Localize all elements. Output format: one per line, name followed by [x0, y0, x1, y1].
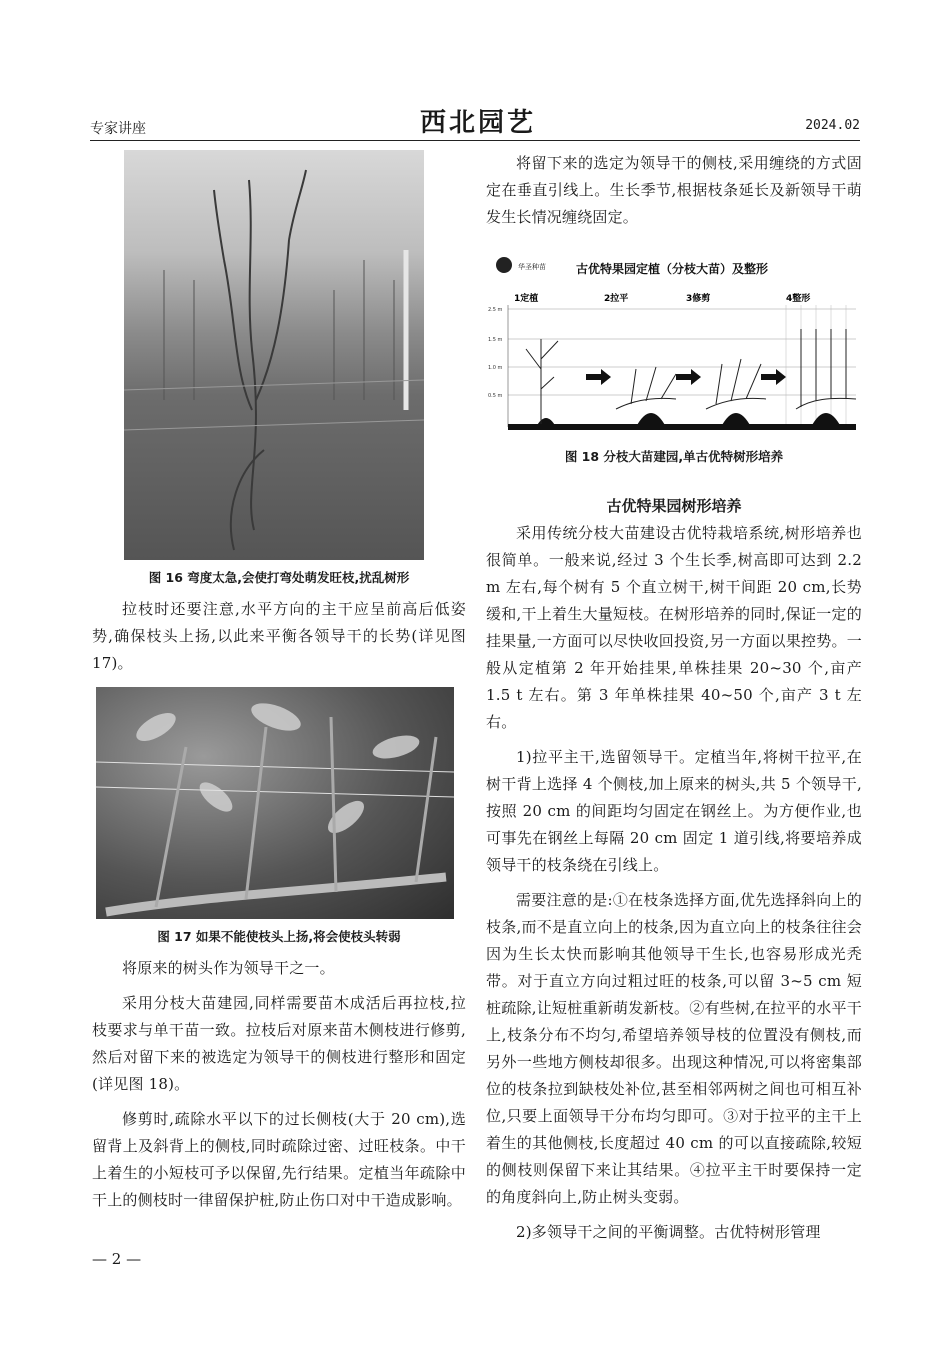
- figure-16-caption: 图 16 弯度太急,会使打弯处萌发旺枝,扰乱树形: [148, 570, 410, 585]
- section-label: 专家讲座: [90, 121, 146, 137]
- right-paragraph-4: 需要注意的是:①在枝条选择方面,优先选择斜向上的枝条,而不是直立向上的枝条,因为直立向上的枝条往往会因为生长太快而影响其他领导干生长,也容易形成光秃带。对于直立方向过粗过旺的枝条,可以留 3~5 cm 短桩疏除,让短桩重新萌发新枝。②有些树,在拉平的水平干上,枝条分布不均匀,希望培养领导枝的位置没有侧枝,而另外一些地方侧枝却很多。出现这种情况,可以将密集部位的枝条拉到缺枝处补位,甚至相邻两树之间也可相互补位,只要上面领导干分布均匀即可。③对于拉平的主干上着生的其他侧枝,长度超过 40 cm 的可以直接疏除,较短的侧枝则保留下来让其结果。④拉平主干时要保持一定的角度斜向上,防止树头变弱。: [486, 891, 862, 1206]
- issue-label: 2024.02: [805, 118, 860, 133]
- fig18-svg: [486, 249, 862, 439]
- right-paragraph-1: 将留下来的选定为领导干的侧枝,采用缠绕的方式固定在垂直引线上。生长季节,根据枝条延长及新领导干萌发生长情况缠绕固定。: [486, 154, 862, 226]
- fig18-y-tick: 1.0 m: [488, 365, 503, 371]
- page-header: [90, 100, 860, 141]
- fig18-y-tick: 0.5 m: [488, 393, 503, 399]
- brand-logo-icon: [496, 257, 512, 273]
- figure-16-photo: [124, 150, 424, 560]
- fig18-step-4: 4整形: [786, 294, 811, 304]
- figure-17-photo: [96, 687, 454, 919]
- left-paragraph-4: 修剪时,疏除水平以下的过长侧枝(大于 20 cm),选留背上及斜背上的侧枝,同时疏除过密、过旺枝条。中干上着生的小短枝可予以保留,先行结果。定植当年疏除中干上的侧枝时一律留保护桩,防止伤口对中干造成影响。: [92, 1110, 466, 1209]
- left-paragraph-1: 拉枝时还要注意,水平方向的主干应呈前高后低姿势,确保枝头上扬,以此来平衡各领导干的长势(详见图 17)。: [92, 600, 466, 672]
- right-column: [486, 150, 862, 1254]
- fig18-title: 古优特果园定植（分枝大苗）及整形: [576, 262, 769, 276]
- fig18-step-2: 2拉平: [604, 294, 629, 304]
- figure-18-caption: 图 18 分枝大苗建园,单古优特树形培养: [564, 449, 784, 464]
- left-paragraph-3: 采用分枝大苗建园,同样需要苗木成活后再拉枝,拉枝要求与单干苗一致。拉枝后对原来苗木侧枝进行修剪,然后对留下来的被选定为领导干的侧枝进行整形和固定(详见图 18)。: [92, 994, 466, 1093]
- fig18-step-1: 1定植: [514, 294, 539, 304]
- fig18-brand: 华圣种苗: [518, 263, 546, 271]
- fig18-y-tick: 2.5 m: [488, 307, 503, 313]
- left-column: [92, 150, 466, 1222]
- orchard-trees-illustration: [124, 150, 424, 560]
- figure-17-caption: 图 17 如果不能使枝头上扬,将会使枝头转弱: [157, 929, 401, 944]
- right-paragraph-2: 采用传统分枝大苗建设古优特栽培系统,树形培养也很简单。一般来说,经过 3 个生长季,树高即可达到 2.2 m 左右,每个树有 5 个直立树干,树干间距 20 cm,长势缓和,干上着生大量短枝。在树形培养的同时,保证一定的挂果量,一方面可以尽快收回投资,另一方面以果控势。一般从定植第 2 年开始挂果,单株挂果 20~30 个,亩产 1.5 t 左右。第 3 年单株挂果 40~50 个,亩产 3 t 左右。: [486, 524, 862, 731]
- page-number: — 2 —: [92, 1250, 142, 1268]
- journal-title: 西北园艺: [420, 108, 537, 138]
- right-paragraph-5: 2)多领导干之间的平衡调整。古优特树形管理: [516, 1223, 821, 1241]
- figure-18-diagram: [486, 249, 862, 439]
- right-paragraph-3: 1)拉平主干,选留领导干。定植当年,将树干拉平,在树干背上选择 4 个侧枝,加上原来的树头,共 5 个领导干,按照 20 cm 的间距均匀固定在钢丝上。为方便作业,也可事先在钢丝上每隔 20 cm 固定 1 道引线,将要培养成领导干的枝条绕在引线上。: [486, 748, 862, 874]
- fig18-y-tick: 1.5 m: [488, 337, 503, 343]
- section-title: 古优特果园树形培养: [606, 497, 742, 515]
- fig18-step-3: 3修剪: [686, 294, 711, 304]
- branch-closeup-illustration: [96, 687, 454, 919]
- left-paragraph-2: 将原来的树头作为领导干之一。: [122, 959, 335, 977]
